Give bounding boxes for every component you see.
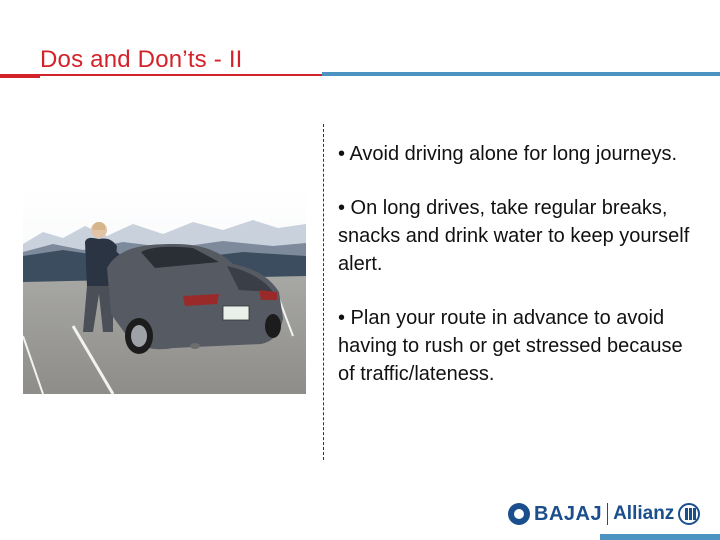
content-divider — [323, 124, 324, 460]
car-photo — [23, 186, 306, 394]
logo-separator — [607, 503, 608, 525]
bajaj-mark-icon — [508, 503, 530, 525]
bullet-item: • Plan your route in advance to avoid having to rush or get stressed because of traffic/lateness. — [338, 307, 683, 385]
title-rule-red-underline — [38, 74, 322, 76]
bullet-item: • On long drives, take regular breaks, snacks and drink water to keep yourself alert. — [338, 197, 690, 275]
bullet-item: • Avoid driving alone for long journeys. — [338, 143, 678, 165]
title-rule-red-left — [0, 74, 40, 78]
logo-brand-text: BAJAJ — [534, 502, 603, 525]
car-photo-illustration — [23, 186, 306, 394]
slide-title: Dos and Don’ts - II — [40, 46, 243, 73]
logo-partner-text: Allianz — [613, 503, 675, 524]
bajaj-allianz-logo — [508, 500, 700, 528]
title-rule-blue — [322, 72, 720, 76]
footer-accent-bar — [600, 534, 720, 540]
bullet-list — [338, 140, 698, 414]
allianz-eagle-icon — [678, 503, 700, 525]
